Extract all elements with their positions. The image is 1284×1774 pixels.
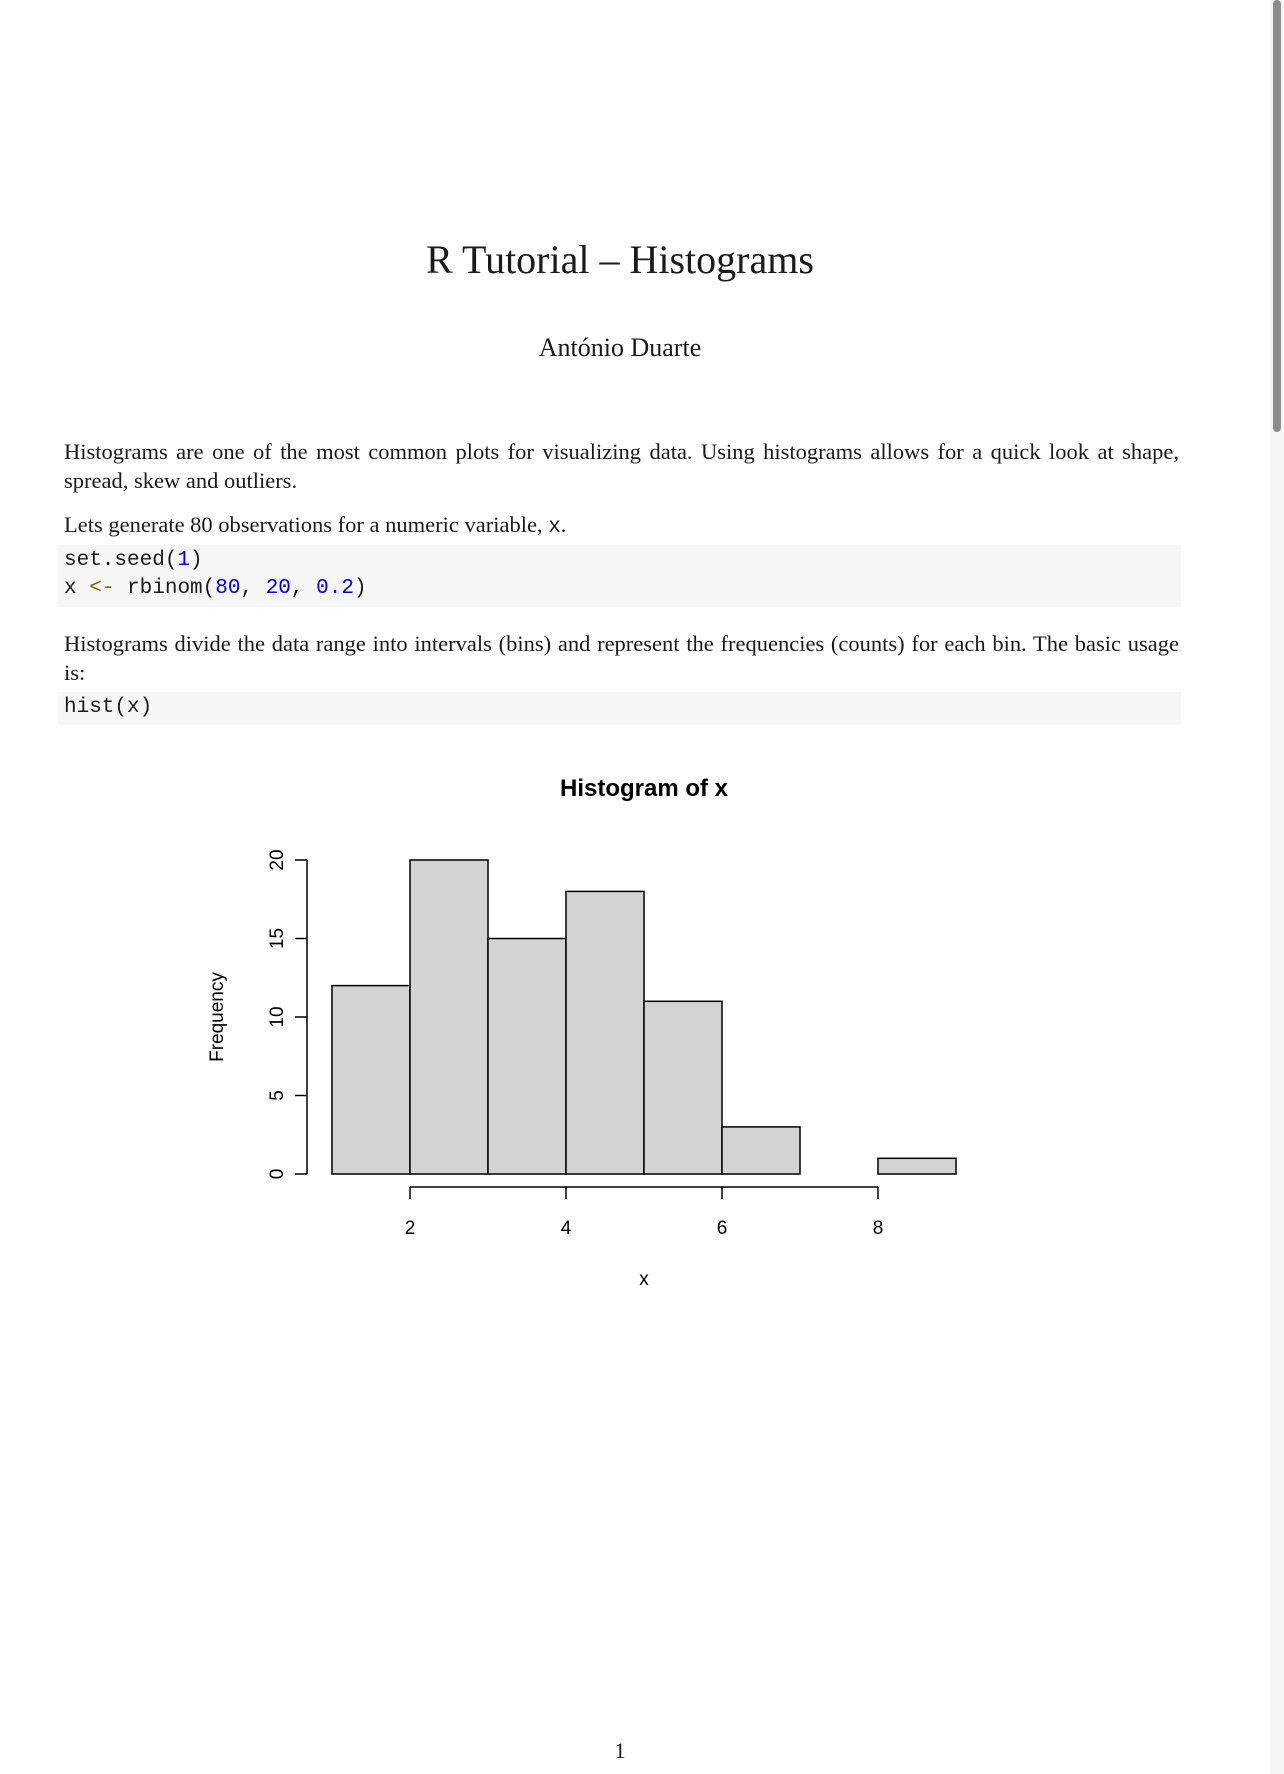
scrollbar[interactable] <box>1270 0 1284 1774</box>
generate-end: . <box>560 512 567 537</box>
y-axis-tick-label: 0 <box>267 1168 289 1180</box>
code-line: set.seed(1) <box>64 549 203 572</box>
x-axis-label: x <box>639 1269 649 1290</box>
histogram-bar <box>410 860 488 1174</box>
code-block-hist <box>58 692 1181 725</box>
histogram-chart <box>190 760 990 1300</box>
histogram-bar <box>722 1127 800 1174</box>
intro-paragraph: Histograms are one of the most common plots for visualizing data. Using histograms allows for a quick look at shape, spread, skew and outliers. <box>64 439 1179 493</box>
y-axis-label: Frequency <box>207 972 229 1062</box>
scrollbar-thumb[interactable] <box>1273 0 1281 432</box>
histogram-bar <box>644 1001 722 1174</box>
bins-paragraph: Histograms divide the data range into intervals (bins) and represent the frequencies (counts) for each bin. The basic usage is: <box>64 631 1179 685</box>
histogram-bar <box>488 939 566 1175</box>
code-line: x <- rbinom(80, 20, 0.2) <box>64 577 367 600</box>
document-title: R Tutorial – Histograms <box>426 237 814 282</box>
chart-title: Histogram of x <box>559 775 729 802</box>
x-axis-tick-label: 4 <box>560 1218 572 1239</box>
y-axis-tick-label: 5 <box>267 1090 289 1101</box>
x-axis-tick-label: 6 <box>716 1218 728 1239</box>
code-block-seed <box>58 545 1181 607</box>
generate-variable: x <box>548 516 561 539</box>
y-axis-tick-label: 20 <box>267 849 289 871</box>
code-line: hist(x) <box>64 696 153 719</box>
histogram-bar <box>566 891 644 1174</box>
document-author: António Duarte <box>538 333 702 362</box>
generate-text: Lets generate 80 observations for a numeric variable, <box>64 512 549 537</box>
page-number: 1 <box>614 1738 626 1763</box>
x-axis-tick-label: 8 <box>872 1218 884 1239</box>
x-axis-tick-label: 2 <box>404 1218 416 1239</box>
histogram-bar <box>332 986 410 1174</box>
y-axis-tick-label: 15 <box>267 927 289 950</box>
generate-paragraph <box>64 510 1179 542</box>
histogram-bar <box>878 1158 956 1174</box>
y-axis-tick-label: 10 <box>267 1006 289 1028</box>
